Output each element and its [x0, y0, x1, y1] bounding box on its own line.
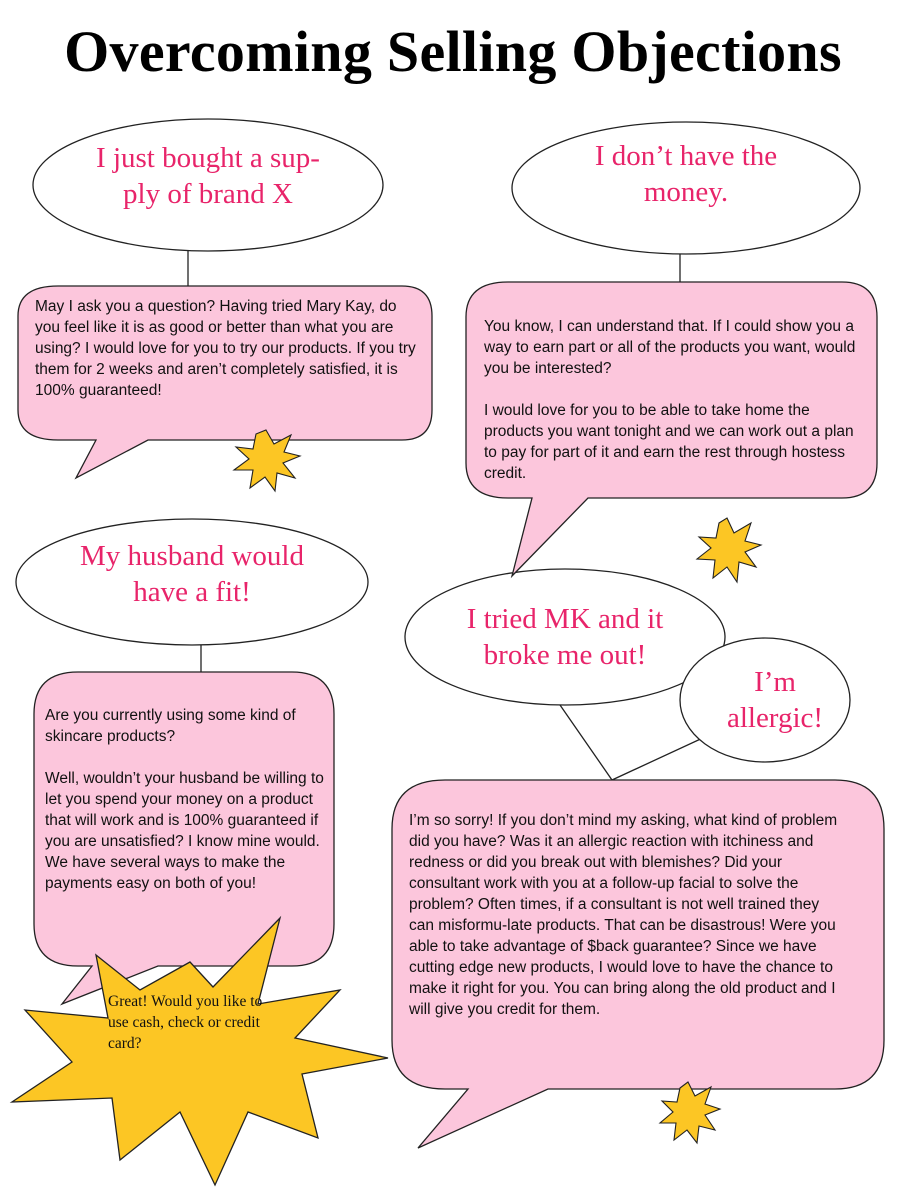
closing-question: Great! Would you like to use cash, check or credit card? [108, 993, 263, 1052]
response-paragraph: I’m so sorry! If you don’t mind my asking, what kind of problem did you have? Was it an allergic reaction with itchiness and redness or did you break out with blemishes? Did your consultant work with you at a follow-up facial to solve the problem? Often times, if a consultant is not well trained they can misformu-late products. That can be disastrous! Were you able to take advantage of $back guarantee? Since we have cutting edge new products, I would love to have the chance to make it right for you. You can bring along the old product and I will give you credit for them. [409, 812, 838, 1018]
objection-broke-out [415, 601, 715, 673]
response-money [484, 316, 862, 484]
objection-line: I’m [754, 666, 796, 698]
response-husband [45, 705, 327, 894]
objection-brand-x [48, 140, 368, 212]
response-paragraph: Are you currently using some kind of skincare products? [45, 707, 296, 745]
objection-money [526, 138, 846, 210]
objection-line: ply of brand X [123, 178, 293, 210]
page-title: Overcoming Selling Objections [64, 19, 842, 84]
objection-line: I don’t have the [594, 140, 778, 172]
response-paragraph: May I ask you a question? Having tried Mary Kay, do you feel like it is as good or better than what you are using? I would love for you to try our products. If you try them for 2 weeks and aren’t completely satisfied, it is 100% guaranteed! [35, 298, 416, 399]
objection-allergic [695, 664, 855, 736]
objection-line: I tried MK and it [466, 603, 664, 635]
objection-line: allergic! [726, 702, 824, 734]
objection-line: have a fit! [133, 576, 251, 608]
burst-icon [697, 518, 761, 582]
objection-line: My husband would [80, 540, 304, 572]
response-brand-x [35, 296, 421, 401]
objection-line: money. [643, 176, 729, 208]
response-paragraph: You know, I can understand that. If I could show you a way to earn part or all of the products you want, would you be interested? [484, 318, 856, 377]
response-allergic [409, 810, 847, 1020]
objection-line: I just bought a sup- [96, 142, 320, 174]
response-paragraph: Well, wouldn’t your husband be willing to let you spend your money on a product that will work and is 100% guaranteed if you are unsatisfied? I know mine would. We have several ways to make the payments easy on both of you! [45, 770, 324, 892]
objection-husband [32, 538, 352, 610]
burst-icon [660, 1082, 720, 1143]
objection-line: broke me out! [483, 639, 647, 671]
response-paragraph: I would love for you to be able to take home the products you want tonight and we can work out a plan to pay for part of it and earn the rest through hostess credit. [484, 402, 854, 482]
